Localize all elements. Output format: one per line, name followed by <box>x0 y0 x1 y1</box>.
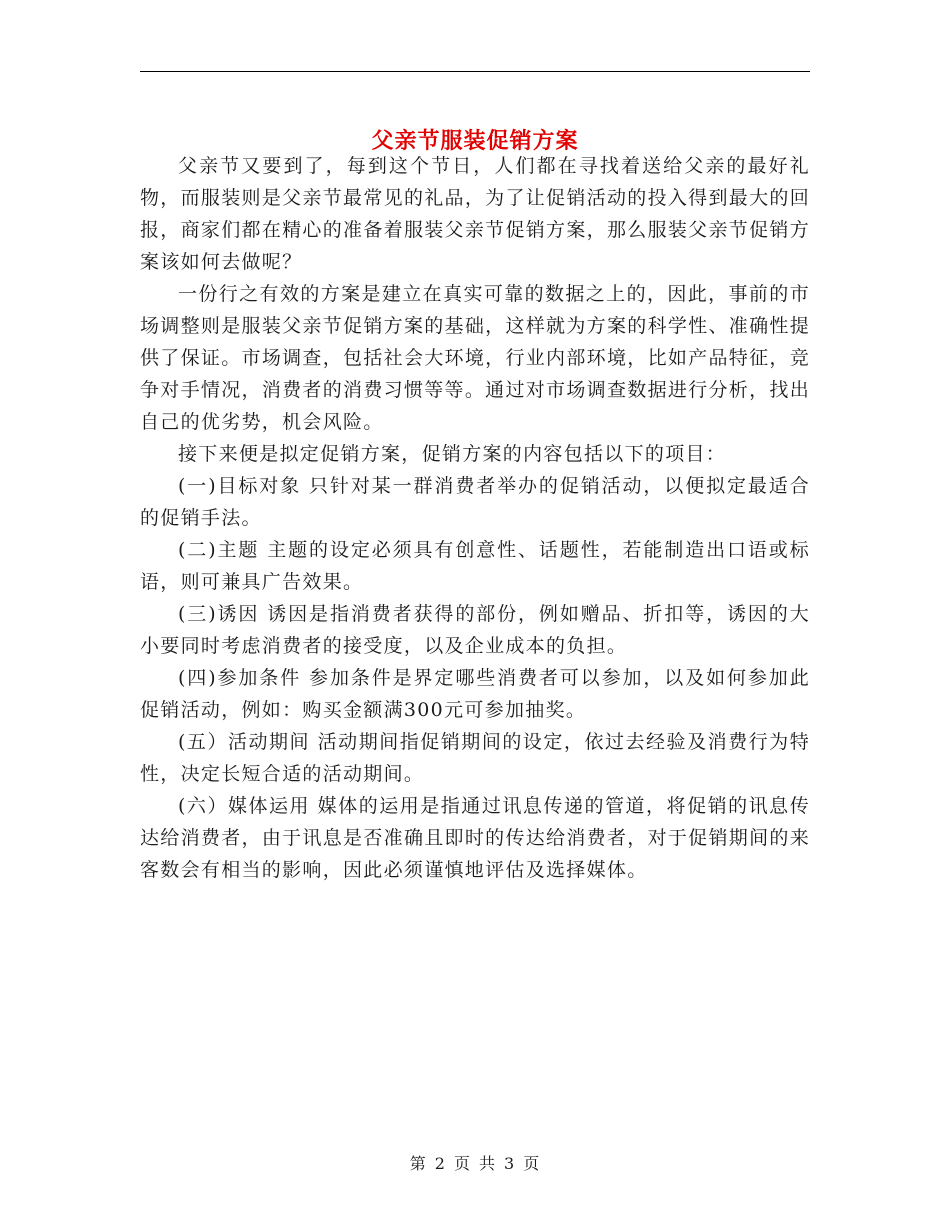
page-footer <box>0 1152 950 1176</box>
paragraph-item-incentive: (三)诱因 诱因是指消费者获得的部份，例如赠品、折扣等，诱因的大小要同时考虑消费者的接受度，以及企业成本的负担。 <box>140 603 810 657</box>
footer-suffix: 页 <box>523 1154 541 1173</box>
footer-prefix: 第 <box>409 1154 427 1173</box>
paragraph-intro: 父亲节又要到了，每到这个节日，人们都在寻找着送给父亲的最好礼物，而服装则是父亲节最常见的礼品，为了让促销活动的投入得到最大的回报，商家们都在精心的准备着服装父亲节促销方案，那么服装父亲节促销方案该如何去做呢？ <box>140 155 810 273</box>
paragraph-item-media: (六）媒体运用 媒体的运用是指通过讯息传递的管道，将促销的讯息传达给消费者，由于讯息是否准确且即时的传达给消费者，对于促销期间的来客数会有相当的影响，因此必须谨慎地评估及选择媒体。 <box>140 795 810 881</box>
document-title: 父亲节服装促销方案 <box>371 127 579 154</box>
header-rule <box>140 71 810 72</box>
paragraph-item-conditions: (四)参加条件 参加条件是界定哪些消费者可以参加，以及如何参加此促销活动，例如：购买金额满300元可参加抽奖。 <box>140 667 810 721</box>
paragraph-item-target: (一)目标对象 只针对某一群消费者举办的促销活动，以便拟定最适合的促销手法。 <box>140 475 810 529</box>
document-body <box>140 150 810 886</box>
paragraph-item-period: (五）活动期间 活动期间指促销期间的设定，依过去经验及消费行为特性，决定长短合适的活动期间。 <box>140 731 810 785</box>
footer-current-page: 2 <box>434 1154 446 1173</box>
footer-total-pages: 3 <box>504 1154 516 1173</box>
paragraph-item-theme: (二)主题 主题的设定必须具有创意性、话题性，若能制造出口语或标语，则可兼具广告效果。 <box>140 539 810 593</box>
paragraph-plan-items-intro: 接下来便是拟定促销方案，促销方案的内容包括以下的项目： <box>178 443 727 465</box>
footer-total-word: 共 <box>479 1154 497 1173</box>
footer-page-word: 页 <box>453 1154 471 1173</box>
paragraph-market-research: 一份行之有效的方案是建立在真实可靠的数据之上的，因此，事前的市场调整则是服装父亲节促销方案的基础，这样就为方案的科学性、准确性提供了保证。市场调查，包括社会大环境，行业内部环境，比如产品特征，竞争对手情况，消费者的消费习惯等等。通过对市场调查数据进行分析，找出自己的优劣势，机会风险。 <box>140 283 810 433</box>
